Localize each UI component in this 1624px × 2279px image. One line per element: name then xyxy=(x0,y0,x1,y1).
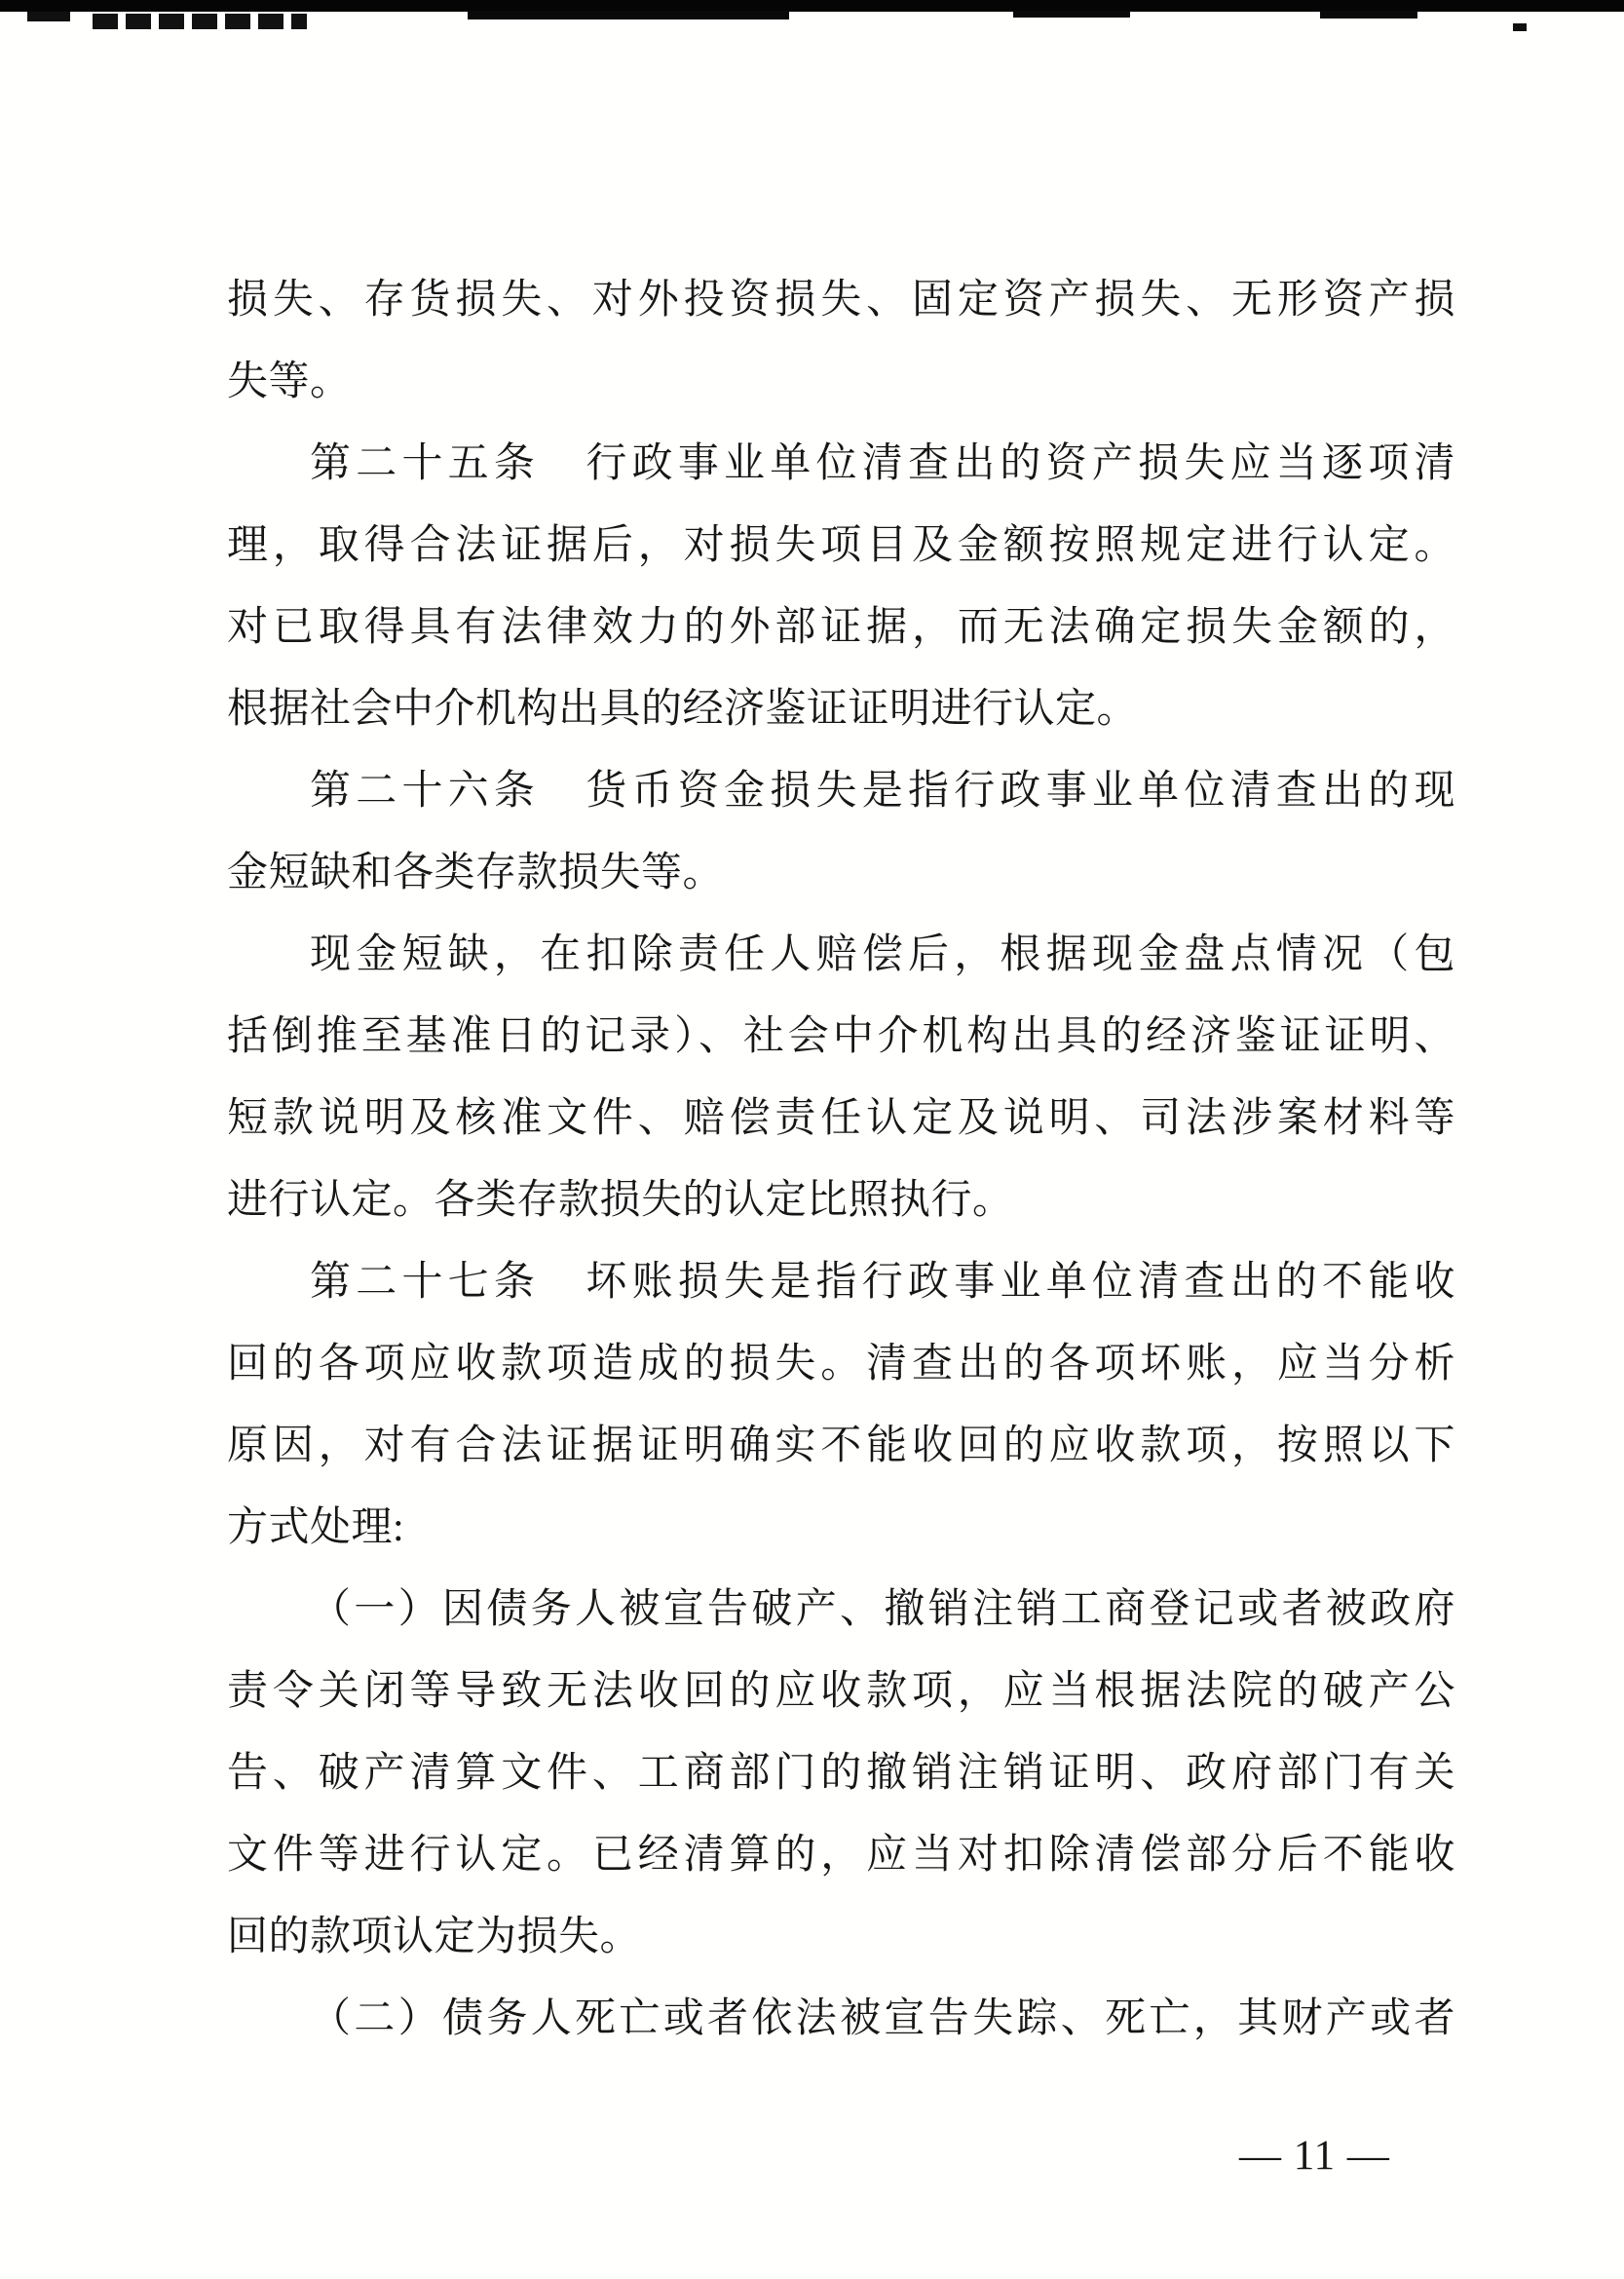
scan-artifact xyxy=(1513,23,1527,31)
text-line-article-25: 第二十五条 行政事业单位清查出的资产损失应当逐项清 xyxy=(310,441,1455,486)
text-line: 失等。 xyxy=(227,360,352,404)
text-line-item-2: （二）债务人死亡或者依法被宣告失踪、死亡，其财产或者 xyxy=(310,1996,1455,2041)
text-line: 告、破产清算文件、工商部门的撤销注销证明、政府部门有关 xyxy=(227,1751,1455,1796)
text-line: 进行认定。各类存款损失的认定比照执行。 xyxy=(227,1178,1014,1223)
text-line-article-27: 第二十七条 坏账损失是指行政事业单位清查出的不能收 xyxy=(310,1260,1455,1305)
scan-artifact xyxy=(1013,11,1130,18)
text-line: 方式处理: xyxy=(227,1505,405,1550)
text-line: 原因，对有合法证据证明确实不能收回的应收款项，按照以下 xyxy=(227,1424,1455,1468)
document-body xyxy=(227,259,1455,2060)
text-line: 对已取得具有法律效力的外部证据，而无法确定损失金额的， xyxy=(227,605,1455,650)
text-line: 现金短缺，在扣除责任人赔偿后，根据现金盘点情况（包 xyxy=(310,932,1455,977)
text-line: 文件等进行认定。已经清算的，应当对扣除清偿部分后不能收 xyxy=(227,1833,1455,1878)
scan-artifact xyxy=(27,12,70,21)
text-line: 短款说明及核准文件、赔偿责任认定及说明、司法涉案材料等 xyxy=(227,1096,1455,1141)
text-line: 回的各项应收款项造成的损失。清查出的各项坏账，应当分析 xyxy=(227,1342,1455,1386)
text-line: 金短缺和各类存款损失等。 xyxy=(227,851,725,895)
text-line-article-26: 第二十六条 货币资金损失是指行政事业单位清查出的现 xyxy=(310,769,1455,814)
text-line-item-1: （一）因债务人被宣告破产、撤销注销工商登记或者被政府 xyxy=(310,1587,1455,1632)
text-line: 责令关闭等导致无法收回的应收款项，应当根据法院的破产公 xyxy=(227,1669,1455,1714)
text-line: 理，取得合法证据后，对损失项目及金额按照规定进行认定。 xyxy=(227,523,1455,568)
scan-artifact xyxy=(468,11,789,19)
scan-artifact xyxy=(93,14,307,29)
text-line: 根据社会中介机构出具的经济鉴证证明进行认定。 xyxy=(227,687,1139,732)
text-line: 括倒推至基准日的记录）、社会中介机构出具的经济鉴证证明、 xyxy=(227,1014,1455,1059)
scan-artifact xyxy=(1320,11,1417,19)
text-line: 损失、存货损失、对外投资损失、固定资产损失、无形资产损 xyxy=(227,278,1455,323)
text-line: 回的款项认定为损失。 xyxy=(227,1915,642,1959)
page-number: — 11 — xyxy=(1239,2133,1390,2179)
